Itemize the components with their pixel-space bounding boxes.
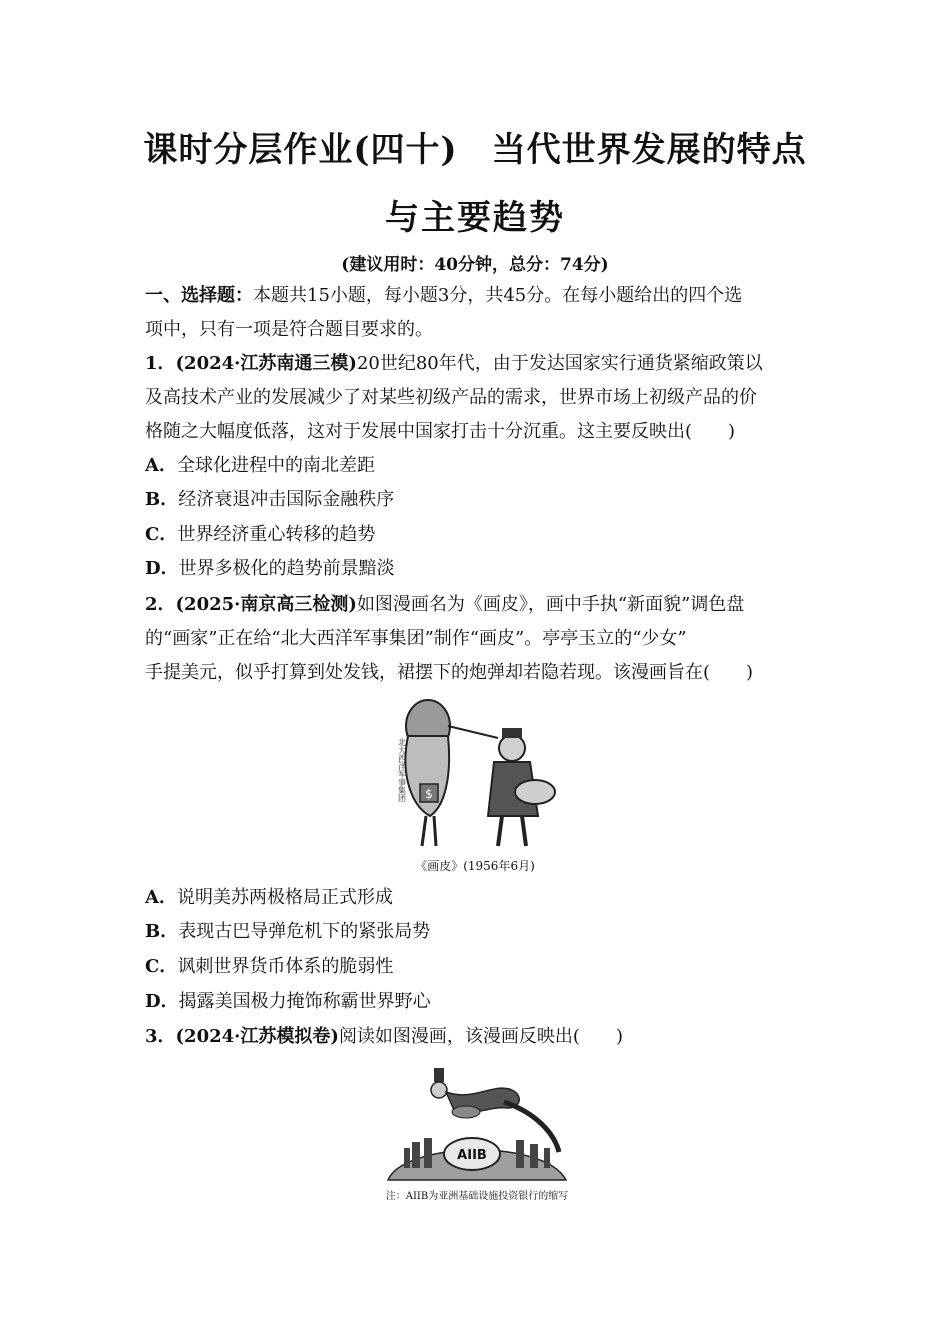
q1-source: (2024·江苏南通三模) — [175, 353, 357, 374]
q2-source: (2025·南京高三检测) — [175, 594, 357, 615]
page-title — [0, 122, 950, 171]
svg-text:$: $ — [425, 787, 433, 801]
q2-line3: 手提美元，似乎打算到处发钱，裙摆下的炮弹却若隐若现。该漫画旨在( ) — [145, 662, 754, 683]
paintbrush-icon — [448, 726, 498, 738]
palette-icon — [515, 780, 555, 804]
q1-option-a[interactable]: A．全球化进程中的南北差距 — [145, 455, 375, 476]
q3-text-1: 阅读如图漫画，该漫画反映出( ) — [338, 1026, 623, 1047]
q2-line2: 的“画家”正在给“北大西洋军事集团”制作“画皮”。亭亭玉立的“少女” — [145, 628, 687, 649]
figure-note: 注：AIIB为亚洲基础设施投资银行的缩写 — [385, 1191, 569, 1202]
q3-number: 3． — [145, 1026, 176, 1047]
q2-line1 — [145, 588, 815, 622]
time-score-note: (建议用时：40分钟，总分：74分) — [341, 255, 609, 275]
page-title-line2: 与主要趋势 — [385, 198, 565, 238]
section-instruction-line1 — [145, 279, 815, 313]
q1-option-d[interactable]: D．世界多极化的趋势前景黯淡 — [145, 558, 395, 579]
cartoon-aiib-figure — [384, 1062, 570, 1182]
q3-source: (2024·江苏模拟卷) — [175, 1026, 339, 1047]
section-instruction-line2: 项中，只有一项是符合题目要求的。 — [145, 319, 433, 340]
title-part2: 当代世界发展的特点 — [491, 130, 807, 170]
top-hat-shape — [434, 1068, 444, 1082]
section-text-1: 本题共15小题，每小题3分，共45分。在每小题给出的四个选 — [253, 285, 743, 306]
q3-line1 — [145, 1020, 815, 1054]
q2-number: 2． — [145, 594, 176, 615]
painter-hat-shape — [502, 728, 522, 738]
q1-number: 1． — [145, 353, 176, 374]
painter-head-shape — [499, 735, 525, 761]
girl-dress-shape — [405, 736, 449, 816]
q2-text-1: 如图漫画名为《画皮》，画中手执“新面貌”调色盘 — [356, 594, 745, 615]
aiib-label: AIIB — [457, 1148, 487, 1163]
q1-option-b[interactable]: B．经济衰退冲击国际金融秩序 — [145, 489, 395, 510]
q2-option-a[interactable]: A．说明美苏两极格局正式形成 — [145, 887, 393, 908]
q1-line1 — [145, 347, 815, 381]
figure-vertical-label: 北大西洋军事集团 — [397, 738, 407, 802]
q1-line2: 及高技术产业的发展减少了对某些初级产品的需求，世界市场上初级产品的价 — [145, 387, 757, 408]
q1-line3: 格随之大幅度低落，这对于发展中国家打击十分沉重。这主要反映出( ) — [145, 421, 736, 442]
q2-option-c[interactable]: C．讽刺世界货币体系的脆弱性 — [145, 956, 394, 977]
cartoon-painted-skin-figure — [390, 696, 560, 854]
q1-text-1: 20世纪80年代，由于发达国家实行通货紧缩政策以 — [356, 353, 763, 374]
q2-option-b[interactable]: B．表现古巴导弹危机下的紧张局势 — [145, 921, 431, 942]
title-part1: 课时分层作业(四十) — [143, 130, 458, 170]
section-heading: 一、选择题： — [145, 285, 253, 306]
q2-option-d[interactable]: D．揭露美国极力掩饰称霸世界野心 — [145, 991, 431, 1012]
q1-option-c[interactable]: C．世界经济重心转移的趋势 — [145, 524, 376, 545]
figure-caption: 《画皮》(1956年6月) — [415, 859, 535, 873]
